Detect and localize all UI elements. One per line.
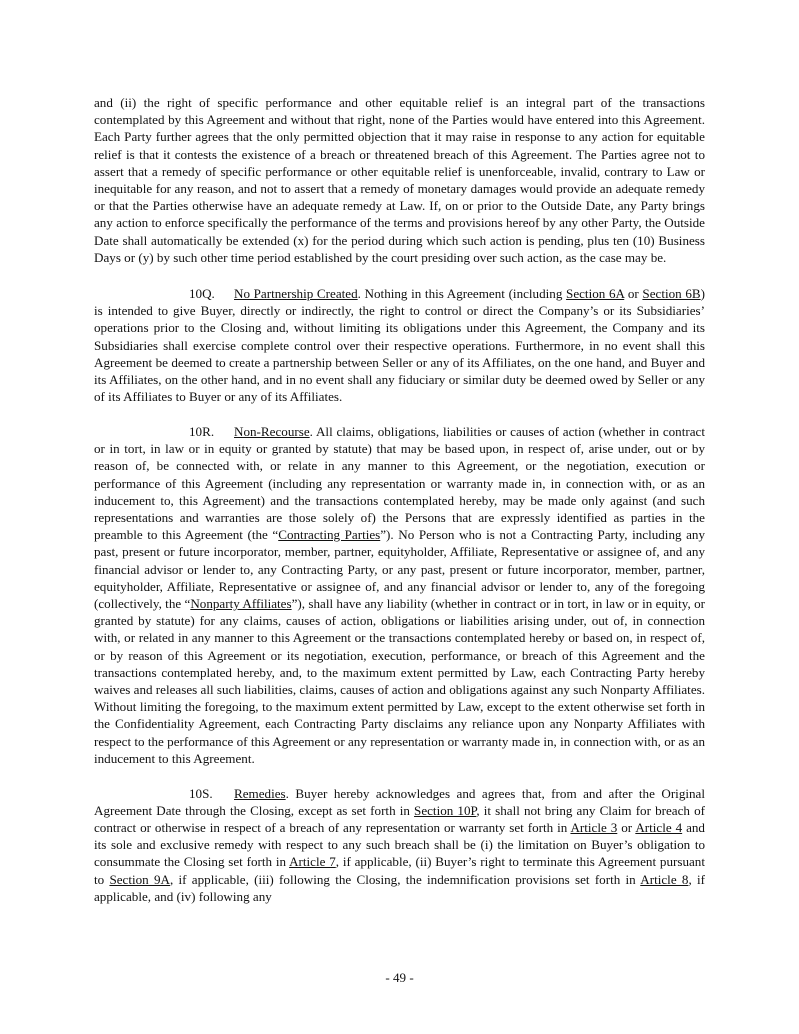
section-heading: No Partnership Created bbox=[234, 286, 358, 302]
paragraph-continuation: and (ii) the right of specific performance and other equitable relief is an integral part of the transactions contemplated by this Agreement and without that right, none of the Parties would have entered into this Agreement. Each Party further agrees that the only permitted objection that it may raise in response to any action for equitable relief is that it contests the existence of a breach or threatened breach of this Agreement. The Parties agree not to assert that a remedy of specific performance or other equitable relief is unenforceable, invalid, contrary to Law or inequitable for any reason, and not to assert that a remedy of monetary damages would provide an adequate remedy or that the Parties otherwise have an adequate remedy at Law. If, on or prior to the Outside Date, any Party brings any action to enforce specifically the performance of the terms and provisions hereof by any other Party, the Outside Date shall automatically be extended (x) for the period during which such action is pending, plus ten (10) Business Days or (y) by such other time period established by the court presiding over such action, as the case may be. bbox=[94, 95, 705, 265]
section-10s: 10S. Remedies. Buyer hereby acknowledges and agrees that, from and after the Original Agreement Date through the Closing, except as set forth in Section 10P, it shall not bring any Claim for breach of contract or otherwise in respect of a breach of any representation or warranty set forth in Article 3 or Article 4 and its sole and exclusive remedy with respect to any such breach shall be (i) the limitation on Buyer’s obligation to consummate the Closing set forth in Article 7, if applicable, (ii) Buyer’s right to terminate this Agreement pursuant to Section 9A, if applicable, (iii) following the Closing, the indemnification provisions set forth in Article 8, if applicable, and (iv) following any bbox=[94, 785, 705, 904]
section-heading: Remedies bbox=[234, 785, 286, 801]
section-number: 10S. bbox=[189, 785, 213, 801]
section-number: 10R. bbox=[189, 423, 215, 439]
cross-reference: Article 3 bbox=[570, 819, 618, 835]
cross-reference: Article 4 bbox=[635, 819, 683, 835]
cross-reference: Section 9A bbox=[109, 871, 170, 887]
defined-term: Nonparty Affiliates bbox=[190, 595, 292, 611]
cross-reference: Article 7 bbox=[289, 854, 336, 870]
defined-term: Contracting Parties bbox=[278, 527, 381, 543]
cross-reference: Article 8 bbox=[640, 871, 689, 887]
section-10q: 10Q. No Partnership Created. Nothing in this Agreement (including Section 6A or Section 6B) is intended to give Buyer, directly or indirectly, the right to control or direct the Company’s or its Subsidiaries’ operations prior to the Closing and, without limiting its obligations under this Agreement, the Company and its Subsidiaries shall exercise complete control over their respective operations. Furthermore, in no event shall this Agreement be deemed to create a partnership between Seller or any of its Affiliates, on the one hand, and Buyer and its Affiliates, on the other hand, and in no event shall any fiduciary or similar duty be deemed owed by Seller or any of its Affiliates to Buyer or any of its Affiliates. bbox=[94, 286, 705, 405]
cross-reference: Section 6B bbox=[642, 286, 701, 302]
cross-reference: Section 10P bbox=[414, 802, 477, 818]
document-page bbox=[94, 94, 705, 922]
section-10r: 10R. Non-Recourse. All claims, obligations, liabilities or causes of action (whether in contract or in tort, in law or in equity or granted by statute) that may be based upon, in respect of, arise under, out or by reason of, be connected with, or relate in any manner to this Agreement, or the negotiation, execution or performance of this Agreement (including any representation or warranty made in, in connection with, or as an inducement to, this Agreement) and the transactions contemplated hereby, may be made only against (and such representations and warranties are those solely of) the Persons that are expressly identified as parties in the preamble to this Agreement (the “Contracting Parties”). No Person who is not a Contracting Party, including any past, present or future incorporator, member, partner, equityholder, Affiliate, Representative or assignee of, and any financial advisor or lender to, any Contracting Party, or any past, present or future incorporator, member, partner, equityholder, Affiliate, Representative or assignee of, and any financial advisor or lender to, any of the foregoing (collectively, the “Nonparty Affiliates”), shall have any liability (whether in contract or in tort, in law or in equity, or granted by statute) for any claims, causes of action, obligations or liabilities arising under, out of, in connection with, or related in any manner to this Agreement or the transactions contemplated hereby or based on, in respect of, or by reason of this Agreement or its negotiation, execution, performance, or breach of this Agreement and the transactions contemplated hereby, and, to the maximum extent permitted by Law, each Contracting Party hereby waives and releases all such liabilities, claims, causes of action and obligations against any such Nonparty Affiliates. Without limiting the foregoing, to the maximum extent permitted by Law, except to the extent otherwise set forth in the Confidentiality Agreement, each Contracting Party disclaims any reliance upon any Nonparty Affiliates with respect to the performance of this Agreement or any representation or warranty made in, in connection with, or as an inducement to this Agreement. bbox=[94, 423, 706, 766]
section-number: 10Q. bbox=[189, 286, 215, 302]
cross-reference: Section 6A bbox=[566, 286, 625, 302]
page-number: - 49 - bbox=[385, 970, 414, 985]
section-heading: Non-Recourse bbox=[234, 423, 310, 439]
